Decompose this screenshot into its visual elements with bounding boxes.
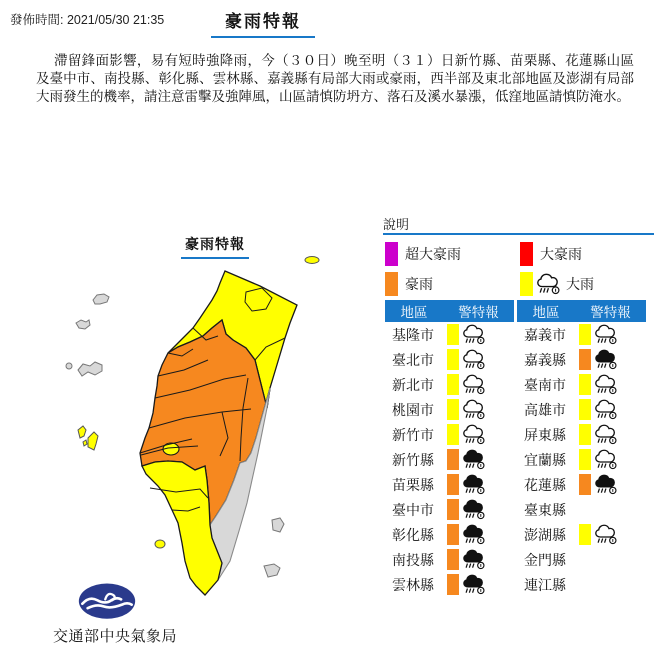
region-name: 基隆市: [392, 326, 434, 343]
publish-time: 發佈時間: 2021/05/30 21:35: [10, 13, 165, 27]
warning-cell: [447, 549, 487, 571]
warning-color-swatch: [579, 449, 591, 470]
region-name: 花蓮縣: [524, 476, 566, 493]
penghu-islands: [78, 426, 98, 450]
rain-cloud-outline-icon: [462, 399, 487, 420]
region-name: 臺北市: [392, 351, 434, 368]
rain-cloud-outline-icon: [594, 324, 619, 345]
legend-swatch: [385, 242, 398, 266]
legend-swatch: [520, 242, 533, 266]
header-warning: 警特報: [458, 305, 499, 320]
legend-swatch: [385, 272, 398, 296]
rain-cloud-outline-icon: [594, 399, 619, 420]
legend-item-heavy-rain: [520, 271, 594, 297]
region-name: 新竹縣: [392, 451, 434, 468]
warning-cell: [579, 474, 619, 496]
warning-cell: [579, 324, 619, 346]
legend-item-extreme-torrential-rain: [385, 241, 461, 267]
region-name: 臺中市: [392, 501, 434, 518]
region-name: 屏東縣: [524, 426, 566, 443]
rain-cloud-outline-icon: [594, 524, 619, 545]
page-title-wrap: [130, 7, 396, 38]
warning-color-swatch: [447, 574, 459, 595]
warning-cell: [579, 349, 619, 371]
legend-item-torrential-rain: [520, 241, 582, 267]
table-rows: [385, 322, 514, 597]
warning-cell: [447, 524, 487, 546]
warning-cell: [579, 424, 619, 446]
rain-cloud-filled-icon: [462, 499, 487, 520]
advisory-body-text: 滯留鋒面影響，易有短時強降雨，今（３０日）晚至明（３１）日新竹縣、苗栗縣、花蓮縣山區及臺中市、南投縣、彰化縣、雲林縣、嘉義縣有局部大雨或豪雨，西半部及東北部地區及澎湖有局部大雨發生的機率，請注意雷擊及強陣風，山區請慎防坍方、落石及溪水暴漲，低窪地區請慎防淹水。: [36, 53, 634, 104]
table-row: [385, 422, 514, 447]
rain-cloud-outline-icon: [462, 349, 487, 370]
rain-cloud-filled-icon: [462, 524, 487, 545]
header-region: 地區: [532, 305, 560, 320]
warning-cell: [447, 474, 487, 496]
legend-label: 豪雨: [405, 276, 433, 292]
table-row: [385, 347, 514, 372]
table-row: [517, 372, 646, 397]
green-island: [272, 518, 284, 532]
warning-color-swatch: [447, 499, 459, 520]
map-title-wrap: [168, 234, 262, 259]
table-row: [385, 472, 514, 497]
legend-label: 超大豪雨: [405, 246, 461, 262]
legend-swatch: [520, 272, 533, 296]
rain-cloud-filled-icon: [462, 549, 487, 570]
warning-cell: [447, 499, 487, 521]
table-row: [385, 447, 514, 472]
rain-cloud-outline-icon: [462, 374, 487, 395]
table-row: [517, 522, 646, 547]
warning-color-swatch: [447, 349, 459, 370]
warning-cell: [579, 374, 619, 396]
warning-cell: [447, 349, 487, 371]
map-title: 豪雨特報: [181, 234, 249, 259]
table-row: [517, 422, 646, 447]
table-row: [517, 397, 646, 422]
region-name: 連江縣: [524, 576, 566, 593]
region-name: 金門縣: [524, 551, 566, 568]
rain-cloud-filled-icon: [462, 449, 487, 470]
table-row: [517, 447, 646, 472]
table-row: [517, 497, 646, 522]
legend-label: 大雨: [566, 276, 594, 292]
legend-heading: 說明: [383, 217, 410, 232]
taiwan-warning-map: [50, 248, 350, 608]
table-row: [385, 547, 514, 572]
warning-table-east: [517, 300, 646, 597]
warning-color-swatch: [447, 524, 459, 545]
warning-color-swatch: [579, 399, 591, 420]
region-name: 雲林縣: [392, 576, 434, 593]
warning-cell: [447, 399, 487, 421]
rain-cloud-filled-icon: [594, 474, 619, 495]
warning-cell: [447, 449, 487, 471]
rain-cloud-filled-icon: [462, 574, 487, 595]
table-row: [517, 347, 646, 372]
table-row: [517, 472, 646, 497]
warning-cell: [579, 524, 619, 546]
region-name: 臺南市: [524, 376, 566, 393]
legend-label: 大豪雨: [540, 246, 582, 262]
rain-cloud-outline-icon: [594, 424, 619, 445]
table-header: [517, 300, 646, 322]
region-name: 新竹市: [392, 426, 434, 443]
warning-table-west: [385, 300, 514, 597]
matsu-islands: [76, 294, 109, 329]
warning-cell: [447, 374, 487, 396]
warning-color-swatch: [447, 399, 459, 420]
warning-color-swatch: [447, 449, 459, 470]
header-region: 地區: [400, 305, 428, 320]
warning-cell: [579, 449, 619, 471]
agency-name: 交通部中央氣象局: [53, 628, 178, 645]
table-row: [385, 497, 514, 522]
warning-color-swatch: [579, 474, 591, 495]
warning-color-swatch: [579, 349, 591, 370]
warning-color-swatch: [447, 549, 459, 570]
region-name: 澎湖縣: [524, 526, 566, 543]
orchid-island: [264, 564, 280, 577]
region-name: 嘉義縣: [524, 351, 566, 368]
table-row: [385, 397, 514, 422]
legend-item-extremely-heavy-rain: [385, 271, 433, 297]
kinmen-islands: [66, 362, 102, 376]
table-row: [385, 522, 514, 547]
region-name: 嘉義市: [524, 326, 566, 343]
region-name: 桃園市: [392, 401, 434, 418]
liuqiu-island: [155, 540, 165, 548]
legend-divider: [383, 233, 654, 235]
warning-color-swatch: [447, 424, 459, 445]
region-name: 高雄市: [524, 401, 566, 418]
table-row: [517, 322, 646, 347]
table-header: [385, 300, 514, 322]
table-row: [385, 322, 514, 347]
header-warning: 警特報: [590, 305, 631, 320]
rain-cloud-outline-icon: [594, 374, 619, 395]
warning-cell: [579, 399, 619, 421]
warning-color-swatch: [579, 524, 591, 545]
warning-cell: [447, 574, 487, 596]
rain-cloud-filled-icon: [594, 349, 619, 370]
rain-cloud-filled-icon: [462, 474, 487, 495]
warning-color-swatch: [447, 474, 459, 495]
region-name: 南投縣: [392, 551, 434, 568]
rain-cloud-outline-icon: [462, 324, 487, 345]
warning-color-swatch: [447, 374, 459, 395]
warning-cell: [447, 324, 487, 346]
table-row: [385, 372, 514, 397]
warning-color-swatch: [579, 424, 591, 445]
region-name: 苗栗縣: [392, 476, 434, 493]
table-row: [517, 572, 646, 597]
warning-cell: [447, 424, 487, 446]
rain-cloud-outline-icon: [594, 449, 619, 470]
guishan-island: [305, 257, 319, 264]
rain-cloud-outline-icon: [462, 424, 487, 445]
warning-color-swatch: [579, 324, 591, 345]
warning-color-swatch: [447, 324, 459, 345]
region-name: 宜蘭縣: [524, 451, 566, 468]
cwb-logo-icon: [75, 580, 139, 624]
region-name: 臺東縣: [524, 501, 566, 518]
table-rows: [517, 322, 646, 597]
table-row: [385, 572, 514, 597]
rain-cloud-outline-icon: [536, 273, 562, 295]
page-title: 豪雨特報: [211, 7, 315, 38]
region-name: 新北市: [392, 376, 434, 393]
region-name: 彰化縣: [392, 526, 434, 543]
table-row: [517, 547, 646, 572]
warning-color-swatch: [579, 374, 591, 395]
